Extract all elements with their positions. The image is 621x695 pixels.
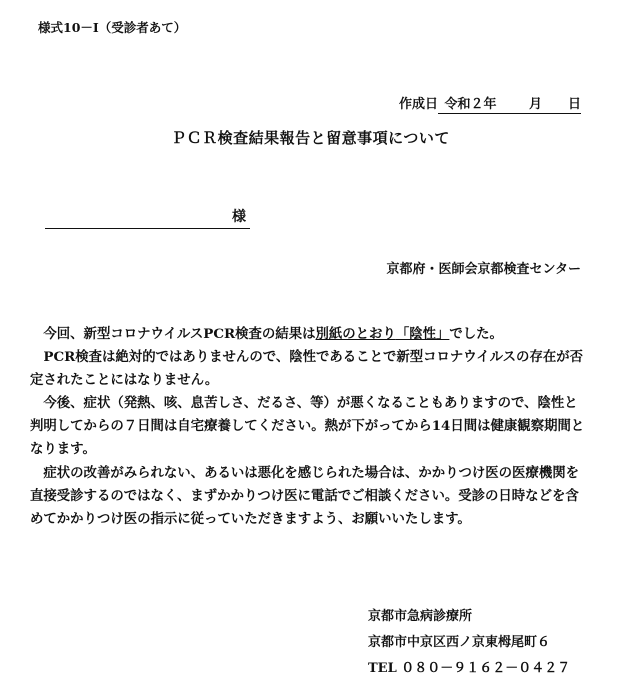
- addressee-line: [45, 208, 250, 229]
- date-label: 作成日: [398, 97, 438, 112]
- date-era: 令和２年: [444, 97, 497, 112]
- home-care-text: 今後、症状（発熱、咳、息苦しさ、だるさ、等）が悪くなることもありますので、陰性と判明してからの７日間は自宅療養してください。熱が下がってから14日間は健康観察期間となります。: [30, 395, 585, 458]
- clinic-name: 京都市急病診療所: [368, 609, 473, 624]
- result-text-after: でした。: [449, 326, 503, 342]
- paragraph-consultation: [30, 462, 585, 531]
- date-value: [438, 97, 581, 114]
- result-text-before: 今回、新型コロナウイルスPCR検査の結果は: [43, 326, 316, 342]
- result-reference: 別紙のとおり: [315, 326, 396, 342]
- date-month: 月: [528, 97, 542, 112]
- date-day: 日: [567, 97, 581, 112]
- result-negative: 「陰性」: [395, 326, 450, 342]
- paragraph-result: [30, 323, 585, 346]
- paragraph-home-care: [30, 392, 585, 461]
- issuer-name: 京都府・医師会京都検査センター: [386, 262, 581, 277]
- clinic-address: 京都市中京区西ノ京東栂尾町６: [368, 635, 551, 650]
- form-id: 様式10－Ⅰ（受診者あて）: [38, 20, 187, 35]
- limitation-text: PCR検査は絶対的ではありませんので、陰性であることで新型コロナウイルスの存在が否定されたことにはなりません。: [30, 349, 584, 389]
- document-title: ＰＣＲ検査結果報告と留意事項について: [171, 129, 450, 147]
- creation-date: [399, 93, 581, 112]
- clinic-tel: TEL ０８０－９１６２－０４２７: [368, 661, 571, 676]
- addressee-honorific: 様: [232, 209, 246, 225]
- paragraph-limitation: [30, 346, 585, 392]
- body-text: [30, 323, 585, 531]
- clinic-info: [368, 604, 570, 682]
- consultation-text: 症状の改善がみられない、あるいは悪化を感じられた場合は、かかりつけ医の医療機関を直接受診するのではなく、まずかかりつけ医に電話でご相談ください。受診の日時などを含めてかかりつけ医の指示に従っていただきますよう、お願いいたします。: [30, 464, 580, 527]
